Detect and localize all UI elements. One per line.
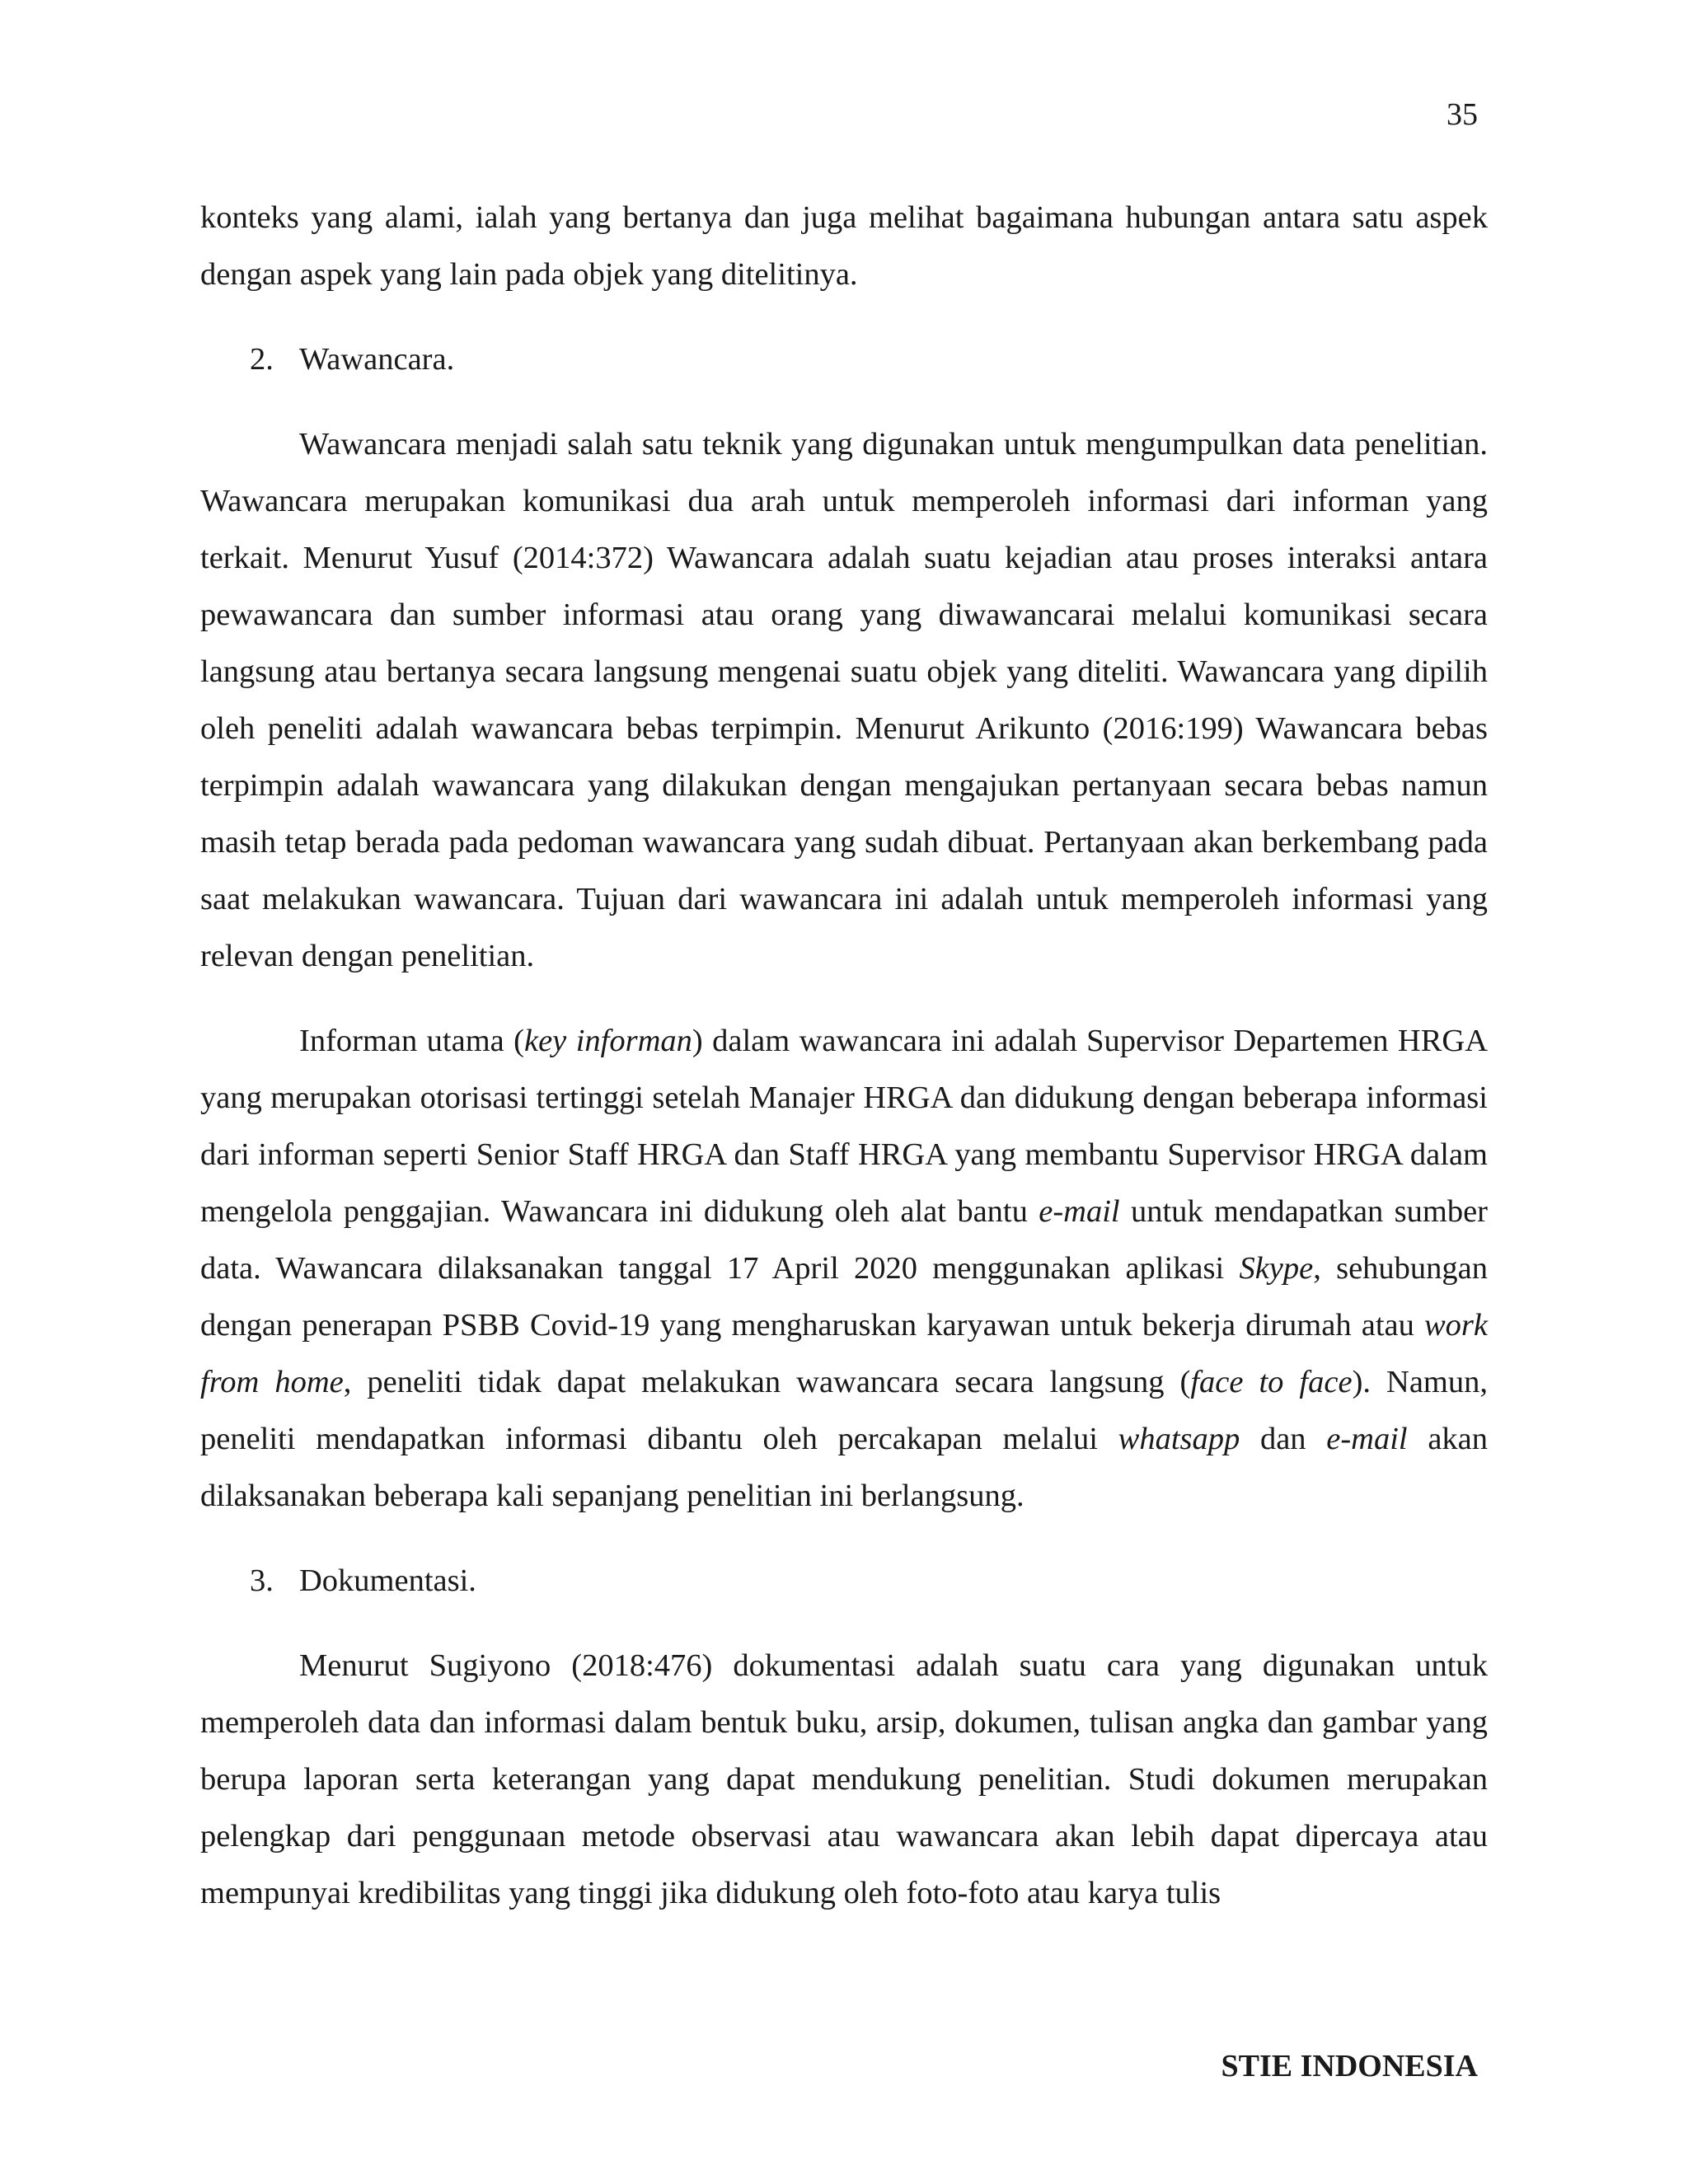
list-title: Wawancara. xyxy=(299,342,455,377)
list-number: 2. xyxy=(250,342,274,377)
italic-term: key informan xyxy=(524,1024,692,1058)
list-item-dokumentasi xyxy=(200,1553,1488,1610)
list-item-wawancara xyxy=(200,331,1488,388)
italic-term: work from home xyxy=(200,1308,1488,1399)
list-title: Dokumentasi. xyxy=(299,1563,476,1598)
italic-term: face to face xyxy=(1190,1365,1353,1399)
wawancara-paragraph-2: Informan utama (key informan) dalam wawancara ini adalah Supervisor Departemen HRGA yang merupakan otorisasi tertinggi setelah Manajer HRGA dan didukung dengan beberapa informasi dari informan seperti Senior Staff HRGA dan Staff HRGA yang membantu Supervisor HRGA dalam mengelola penggajian. Wawancara ini didukung oleh alat bantu e-mail untuk mendapatkan sumber data. Wawancara dilaksanakan tanggal 17 April 2020 menggunakan aplikasi Skype, sehubungan dengan penerapan PSBB Covid-19 yang mengharuskan karyawan untuk bekerja dirumah atau work from home, peneliti tidak dapat melakukan wawancara secara langsung (face to face). Namun, peneliti mendapatkan informasi dibantu oleh percakapan melalui whatsapp dan e-mail akan dilaksanakan beberapa kali sepanjang penelitian ini berlangsung. xyxy=(200,1024,1489,1513)
page-number: 35 xyxy=(1447,97,1478,132)
italic-term: e-mail xyxy=(1326,1422,1408,1456)
dokumentasi-paragraph: Menurut Sugiyono (2018:476) dokumentasi adalah suatu cara yang digunakan untuk memperoleh data dan informasi dalam bentuk buku, arsip, dokumen, tulisan angka dan gambar yang berupa laporan serta keterangan yang dapat mendukung penelitian. Studi dokumen merupakan pelengkap dari penggunaan metode observasi atau wawancara akan lebih dapat dipercaya atau mempunyai kredibilitas yang tinggi jika didukung oleh foto-foto atau karya tulis xyxy=(200,1648,1488,1910)
italic-term: e-mail xyxy=(1039,1194,1120,1229)
document-body xyxy=(200,190,1488,1922)
list-number: 3. xyxy=(250,1563,274,1598)
italic-term: whatsapp xyxy=(1118,1422,1240,1456)
footer-institution: STIE INDONESIA xyxy=(1221,2049,1478,2083)
wawancara-paragraph-1: Wawancara menjadi salah satu teknik yang digunakan untuk mengumpulkan data penelitian. Wawancara merupakan komunikasi dua arah untuk memperoleh informasi dari informan yang terkait. Menurut Yusuf (2014:372) Wawancara adalah suatu kejadian atau proses interaksi antara pewawancara dan sumber informasi atau orang yang diwawancarai melalui komunikasi secara langsung atau bertanya secara langsung mengenai suatu objek yang diteliti. Wawancara yang dipilih oleh peneliti adalah wawancara bebas terpimpin. Menurut Arikunto (2016:199) Wawancara bebas terpimpin adalah wawancara yang dilakukan dengan mengajukan pertanyaan secara bebas namun masih tetap berada pada pedoman wawancara yang sudah dibuat. Pertanyaan akan berkembang pada saat melakukan wawancara. Tujuan dari wawancara ini adalah untuk memperoleh informasi yang relevan dengan penelitian. xyxy=(200,427,1488,973)
intro-paragraph: konteks yang alami, ialah yang bertanya dan juga melihat bagaimana hubungan antara satu aspek dengan aspek yang lain pada objek yang ditelitinya. xyxy=(200,200,1488,292)
italic-term: Skype xyxy=(1239,1251,1314,1286)
